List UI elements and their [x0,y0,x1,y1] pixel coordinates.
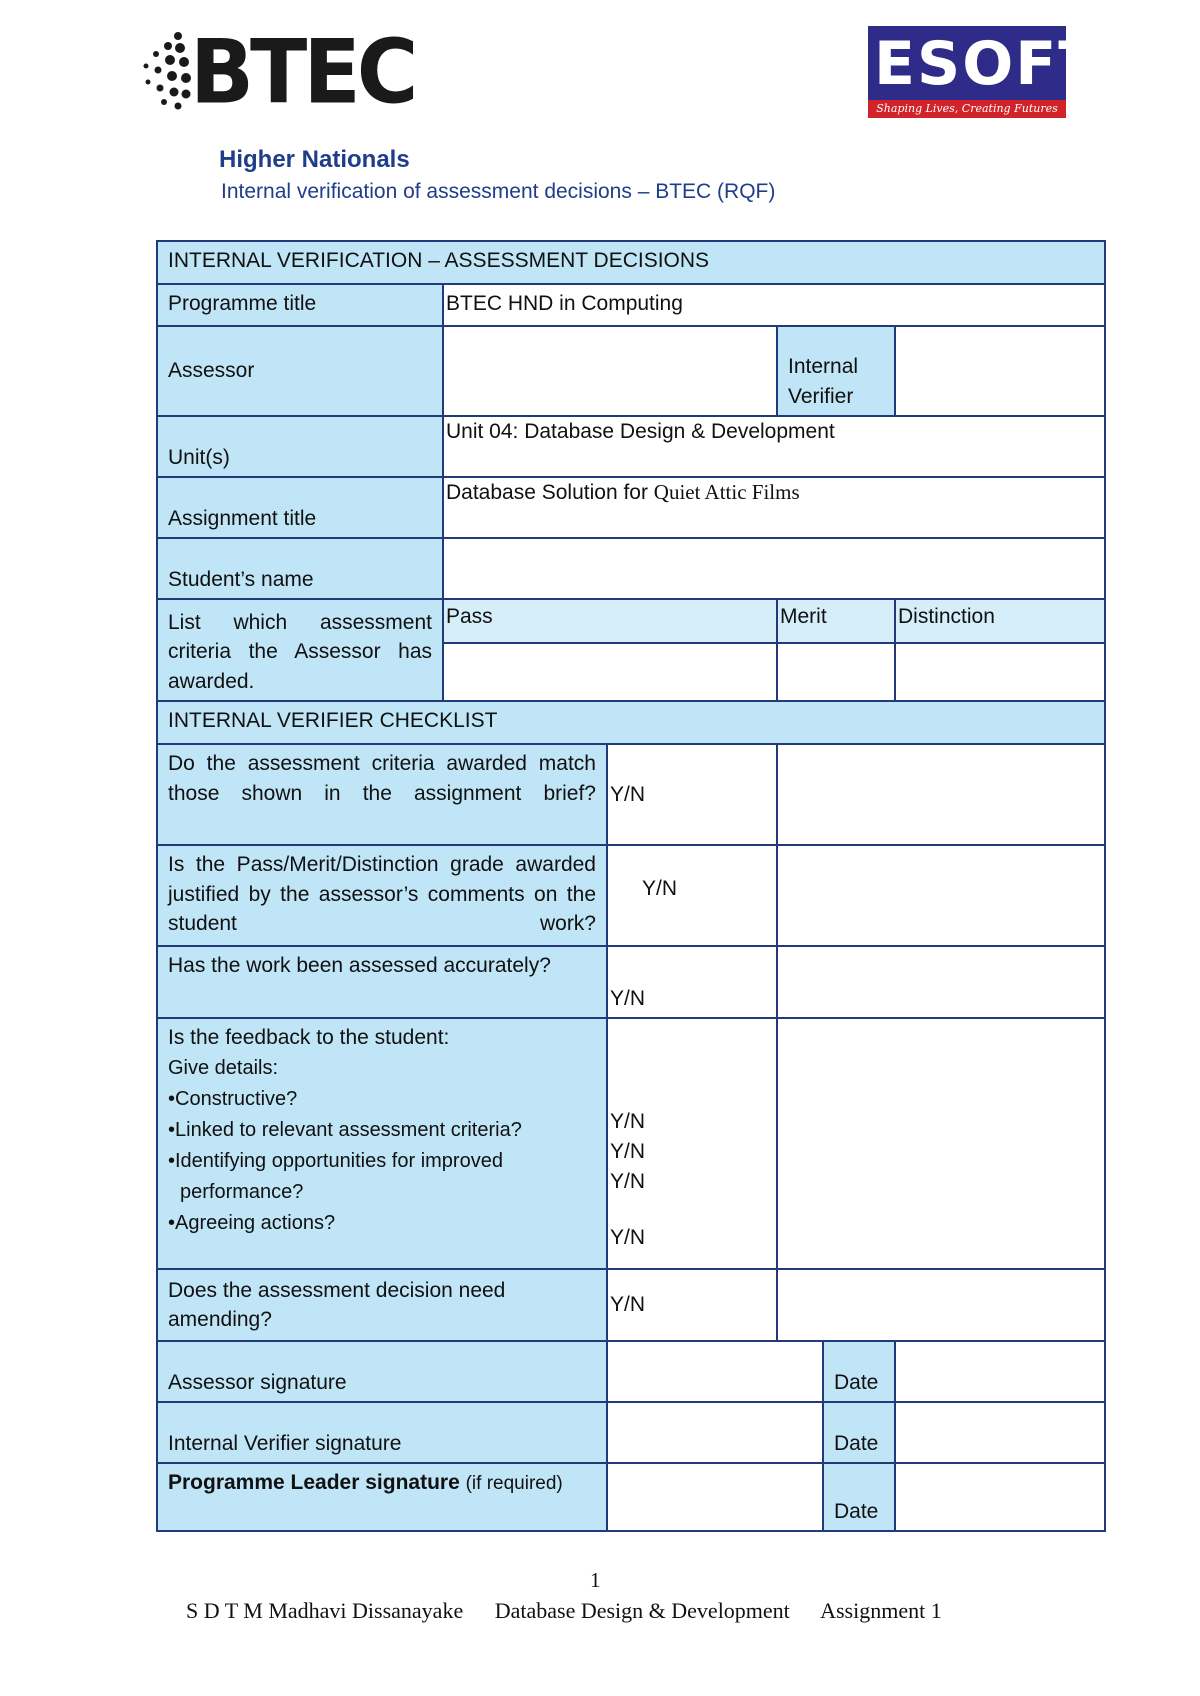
assessor-field[interactable] [443,326,777,416]
assessor-signature-field[interactable] [607,1341,823,1402]
list-item: •Linked to relevant assessment criteria? [168,1118,522,1141]
checklist-q3: Has the work been assessed accurately? [157,946,607,1018]
checklist-q5-yn[interactable]: Y/N [607,1269,777,1341]
assignment-title-label: Assignment title [157,477,443,538]
internal-verification-table [156,240,1106,1532]
assessor-date-field[interactable] [895,1341,1105,1402]
distinction-header: Distinction [895,599,1105,643]
checklist-heading: INTERNAL VERIFIER CHECKLIST [157,701,1105,744]
list-item: •Agreeing actions? [168,1211,336,1234]
checklist-q4-yn-group [607,1018,777,1269]
student-name-field[interactable] [443,538,1105,599]
checklist-q3-notes[interactable] [777,946,1105,1018]
programme-title-value[interactable]: BTEC HND in Computing [443,284,1105,326]
assessor-label: Assessor [157,326,443,416]
checklist-q4-yn-linked[interactable]: Y/N [610,1140,646,1164]
merit-header: Merit [777,599,895,643]
checklist-q2-notes[interactable] [777,845,1105,946]
iv-signature-field[interactable] [607,1402,823,1463]
list-item: •Constructive? [168,1087,298,1110]
programme-title-label: Programme title [157,284,443,326]
checklist-q4-yn-constructive[interactable]: Y/N [610,1110,646,1134]
checklist-q1: Do the assessment criteria awarded match those shown in the assignment brief? [157,744,607,845]
checklist-q2: Is the Pass/Merit/Distinction grade awarded justified by the assessor’s comments on the student work? [157,845,607,946]
assessor-signature-label: Assessor signature [157,1341,607,1402]
pl-date-field[interactable] [895,1463,1105,1531]
footer-module: Database Design & Development [494,1598,790,1623]
student-name-label: Student’s name [157,538,443,599]
checklist-q4-yn-opportunities[interactable]: Y/N [610,1170,646,1194]
iv-date-field[interactable] [895,1402,1105,1463]
iv-signature-label: Internal Verifier signature [157,1402,607,1463]
btec-logo [140,20,415,124]
esoft-tagline: Shaping Lives, Creating Futures [868,100,1066,118]
assignment-title-part1: Database Solution for [446,481,654,504]
footer-assignment: Assignment 1 [820,1598,942,1623]
pl-signature-label [157,1463,607,1531]
page-number: 1 [590,1568,601,1592]
distinction-field[interactable] [895,643,1105,701]
checklist-q1-notes[interactable] [777,744,1105,845]
assessor-date-label: Date [823,1341,895,1402]
pl-date-label: Date [823,1463,895,1531]
checklist-q5-notes[interactable] [777,1269,1105,1341]
esoft-logo [868,26,1102,118]
checklist-q4-notes[interactable] [777,1018,1105,1269]
unit-label: Unit(s) [157,416,443,477]
page-subtitle: Internal verification of assessment decisions – BTEC (RQF) [221,180,776,203]
page-title: Higher Nationals [219,146,410,173]
pl-signature-label-note: (if required) [465,1473,563,1495]
criteria-label: List which assessment criteria the Assessor has awarded. [157,599,443,701]
page-footer [186,1598,968,1624]
footer-author: S D T M Madhavi Dissanayake [186,1598,464,1623]
checklist-q4-title: Is the feedback to the student: [168,1026,450,1050]
assignment-title-value[interactable] [443,477,1105,538]
iv-date-label: Date [823,1402,895,1463]
pass-header: Pass [443,599,777,643]
merit-field[interactable] [777,643,895,701]
internal-verifier-field[interactable] [895,326,1105,416]
give-details-label: Give details: [168,1056,279,1079]
esoft-wordmark: ESOFT [874,29,1102,99]
checklist-q3-yn[interactable]: Y/N [607,946,777,1018]
internal-verifier-label: Internal Verifier [777,326,895,416]
checklist-q2-yn[interactable]: Y/N [607,845,777,946]
btec-wordmark: BTEC [190,20,415,124]
checklist-q5: Does the assessment decision need amending? [157,1269,607,1341]
list-item: •Identifying opportunities for improved performance? [168,1149,503,1203]
feedback-criteria-list [168,1053,596,1239]
pl-signature-label-main: Programme Leader signature [168,1471,460,1495]
unit-value[interactable]: Unit 04: Database Design & Development [443,416,1105,477]
section-heading: INTERNAL VERIFICATION – ASSESSMENT DECISIONS [157,241,1105,284]
checklist-q1-yn[interactable]: Y/N [607,744,777,845]
pass-field[interactable] [443,643,777,701]
checklist-q4 [157,1018,607,1269]
checklist-q4-yn-actions[interactable]: Y/N [610,1226,646,1250]
assignment-title-part2: Quiet Attic Films [653,480,800,504]
pl-signature-field[interactable] [607,1463,823,1531]
